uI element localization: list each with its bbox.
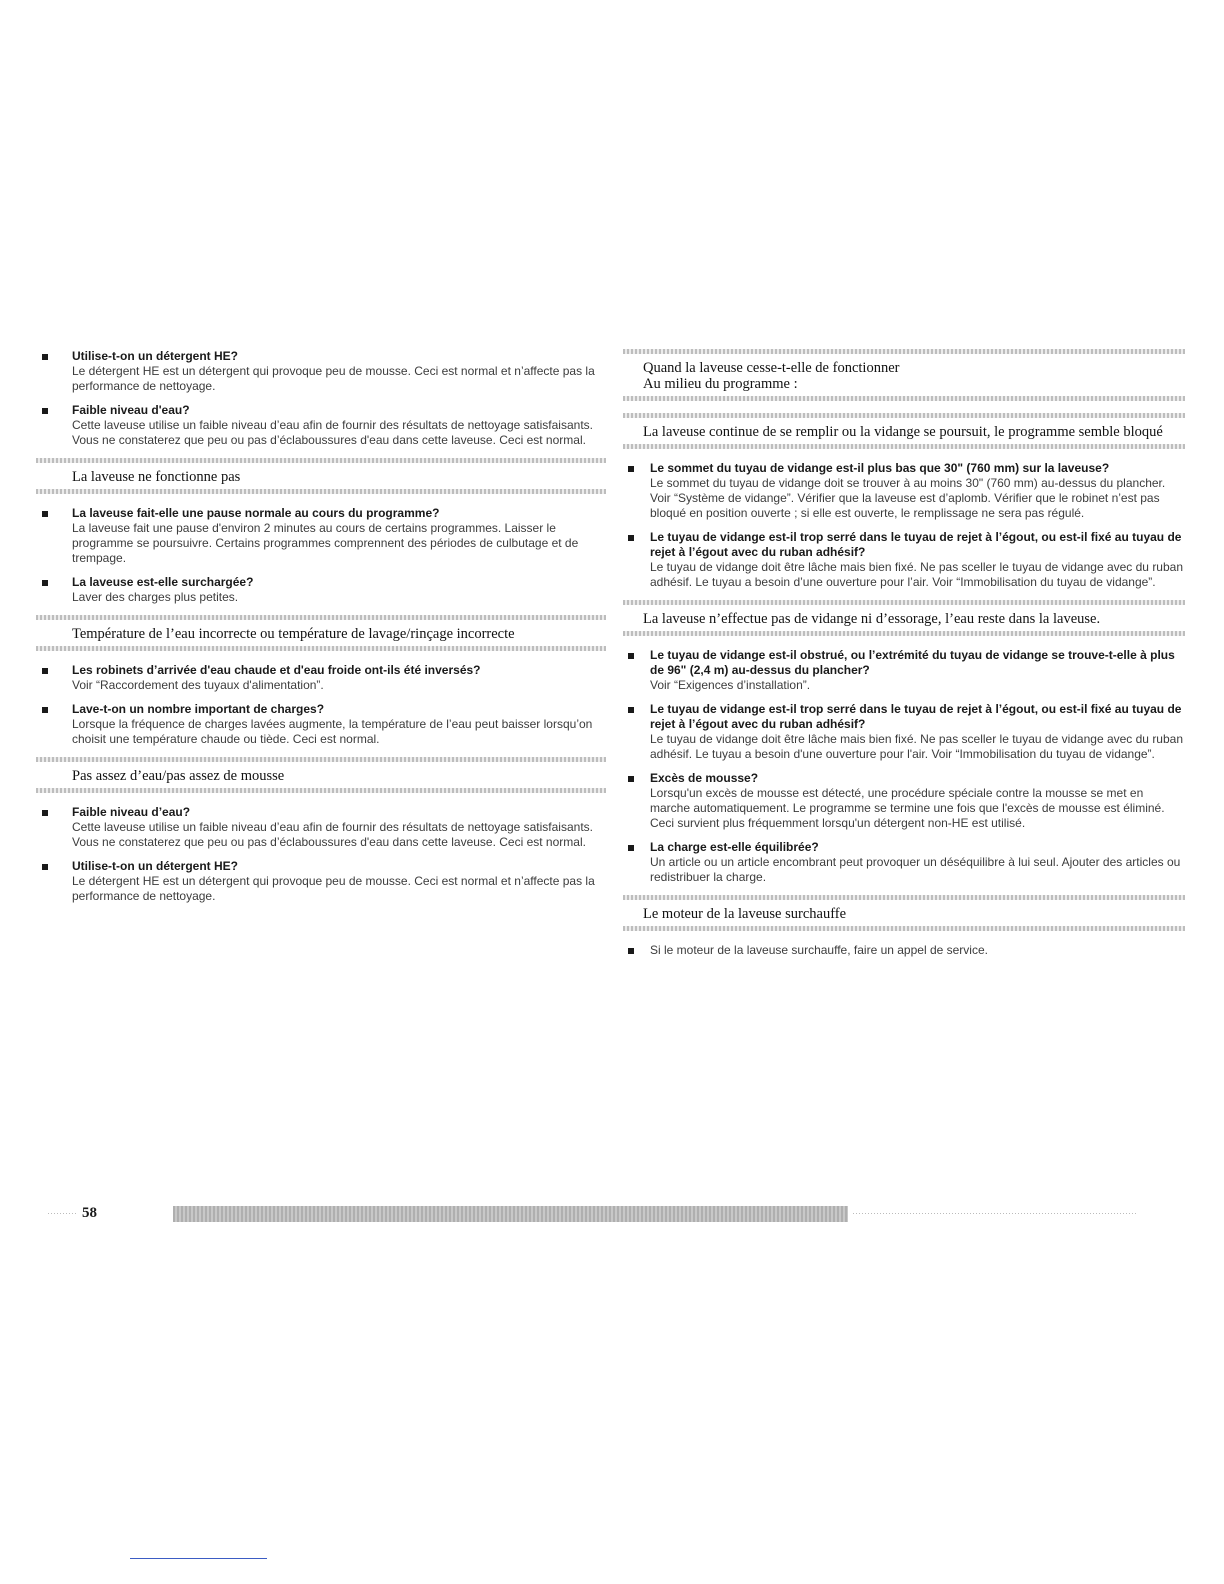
- bullet-icon: [42, 707, 48, 713]
- list-item: [623, 702, 1185, 762]
- answer: Le détergent HE est un détergent qui provoque peu de mousse. Ceci est normal et n’affecte pas la performance de nettoyage.: [72, 874, 595, 903]
- section-title: Le moteur de la laveuse surchauffe: [643, 906, 847, 922]
- divider: [623, 444, 1185, 449]
- bullet-icon: [42, 668, 48, 674]
- section-title: [623, 354, 1185, 396]
- question: Faible niveau d'eau?: [72, 403, 190, 417]
- bullet-icon: [628, 776, 634, 782]
- section-title: Pas assez d’eau/pas assez de mousse: [72, 768, 285, 784]
- question: Lave-t-on un nombre important de charges?: [72, 702, 325, 716]
- question: Utilise-t-on un détergent HE?: [72, 859, 238, 873]
- page-number: 58: [82, 1205, 97, 1221]
- answer: Voir “Raccordement des tuyaux d'alimentation”.: [72, 678, 324, 692]
- section-title: La laveuse n’effectue pas de vidange ni d’essorage, l’eau reste dans la laveuse.: [643, 611, 1101, 627]
- list-item: [623, 943, 1185, 958]
- question: Le tuyau de vidange est-il obstrué, ou l’extrémité du tuyau de vidange se trouve-t-elle à plus de 96" (2,4 m) au-dessus du plancher?: [650, 648, 1175, 677]
- list-item: [36, 349, 606, 394]
- answer: Cette laveuse utilise un faible niveau d’eau afin de fournir des résultats de nettoyage satisfaisants. Vous ne constaterez que peu ou pas d’éclaboussures d'eau dans cette laveuse. Ceci est normal.: [72, 820, 593, 849]
- bullet-icon: [628, 707, 634, 713]
- list-item: [36, 702, 606, 747]
- answer: Voir “Exigences d’installation”.: [650, 678, 811, 692]
- bullet-icon: [628, 845, 634, 851]
- divider: [36, 788, 606, 793]
- item-text: Si le moteur de la laveuse surchauffe, faire un appel de service.: [650, 943, 988, 957]
- list-item: [36, 859, 606, 904]
- question: La laveuse fait-elle une pause normale au cours du programme?: [72, 506, 440, 520]
- section-title: Température de l’eau incorrecte ou température de lavage/rinçage incorrecte: [72, 626, 515, 642]
- list-item: [623, 771, 1185, 831]
- bullet-icon: [42, 511, 48, 517]
- answer: Cette laveuse utilise un faible niveau d’eau afin de fournir des résultats de nettoyage satisfaisants. Vous ne constaterez que peu ou pas d’éclaboussures d'eau dans cette laveuse. Ceci est normal.: [72, 418, 593, 447]
- bullet-icon: [42, 580, 48, 586]
- bullet-icon: [628, 466, 634, 472]
- answer: Lorsque la fréquence de charges lavées augmente, la température de l’eau peut baisser lorsqu’on choisit une température chaude ou tiède. Ceci est normal.: [72, 717, 593, 746]
- question: Le sommet du tuyau de vidange est-il plus bas que 30" (760 mm) sur la laveuse?: [650, 461, 1110, 475]
- list-item: [36, 506, 606, 566]
- list-item: [36, 403, 606, 448]
- list-item: [623, 461, 1185, 521]
- question: Utilise-t-on un détergent HE?: [72, 349, 238, 363]
- answer: Le tuyau de vidange doit être lâche mais bien fixé. Ne pas sceller le tuyau de vidange avec du ruban adhésif. Le tuyau a besoin d'une ouverture pour l'air. Voir “Immobilisation du tuyau de vidange”.: [650, 732, 1184, 761]
- footer-band: [173, 1206, 848, 1222]
- bullet-icon: [628, 535, 634, 541]
- bullet-icon: [42, 864, 48, 870]
- answer: Laver des charges plus petites.: [72, 590, 239, 604]
- question: Les robinets d’arrivée d'eau chaude et d'eau froide ont-ils été inversés?: [72, 663, 481, 677]
- answer: Le détergent HE est un détergent qui provoque peu de mousse. Ceci est normal et n’affecte pas la performance de nettoyage.: [72, 364, 595, 393]
- divider: [36, 489, 606, 494]
- divider: [853, 1213, 1138, 1214]
- section-heading: [623, 413, 1185, 449]
- question: Excès de mousse?: [650, 771, 759, 785]
- divider: [623, 926, 1185, 931]
- bullet-icon: [42, 354, 48, 360]
- divider: [36, 646, 606, 651]
- question: Faible niveau d’eau?: [72, 805, 191, 819]
- bullet-icon: [42, 408, 48, 414]
- section-heading: [623, 349, 1185, 401]
- section-heading: [36, 757, 606, 793]
- section-heading: [36, 458, 606, 494]
- section-heading: [36, 615, 606, 651]
- bullet-icon: [628, 948, 634, 954]
- page-footer: [48, 1203, 1138, 1225]
- question: La laveuse est-elle surchargée?: [72, 575, 254, 589]
- list-item: [36, 575, 606, 605]
- section-title: La laveuse ne fonctionne pas: [72, 469, 241, 485]
- list-item: [623, 648, 1185, 693]
- answer: Le tuyau de vidange doit être lâche mais bien fixé. Ne pas sceller le tuyau de vidange avec du ruban adhésif. Le tuyau a besoin d’une ouverture pour l’air. Voir “Immobilisation du tuyau de vidange”.: [650, 560, 1184, 589]
- list-item: [36, 805, 606, 850]
- divider: [623, 396, 1185, 401]
- section-heading: [623, 600, 1185, 636]
- divider: [130, 1558, 267, 1559]
- section-title: La laveuse continue de se remplir ou la vidange se poursuit, le programme semble bloqué: [643, 424, 1163, 440]
- section-title-line: Au milieu du programme :: [643, 376, 798, 392]
- section-title-line: Quand la laveuse cesse-t-elle de fonctionner: [643, 360, 900, 376]
- list-item: [623, 840, 1185, 885]
- bullet-icon: [628, 653, 634, 659]
- divider: [48, 1213, 78, 1214]
- answer: Le sommet du tuyau de vidange doit se trouver à au moins 30" (760 mm) au-dessus du plancher. Voir “Système de vidange”. Vérifier que la laveuse est d’aplomb. Vérifier que le robinet n’est pas bloqué en position ouverte ; si elle est ouverte, le remplissage ne sera pas régulé.: [650, 476, 1166, 520]
- bullet-icon: [42, 810, 48, 816]
- question: Le tuyau de vidange est-il trop serré dans le tuyau de rejet à l’égout, ou est-il fixé au tuyau de rejet à l’égout avec du ruban adhésif?: [650, 702, 1182, 731]
- left-column: [36, 349, 606, 913]
- question: Le tuyau de vidange est-il trop serré dans le tuyau de rejet à l’égout, ou est-il fixé au tuyau de rejet à l’égout avec du ruban adhésif?: [650, 530, 1182, 559]
- divider: [623, 631, 1185, 636]
- list-item: [623, 530, 1185, 590]
- list-item: [36, 663, 606, 693]
- answer: La laveuse fait une pause d'environ 2 minutes au cours de certains programmes. Laisser le programme se poursuivre. Certains programmes comprennent des périodes de culbutage et de trempage.: [72, 521, 579, 565]
- section-heading: [623, 895, 1185, 931]
- right-column: [623, 349, 1185, 967]
- answer: Lorsqu'un excès de mousse est détecté, une procédure spéciale contre la mousse se met en marche automatiquement. Le programme se termine une fois que l'excès de mousse est éliminé. Ceci survient plus fréquemment lorsqu'un détergent non-HE est utilisé.: [650, 786, 1165, 830]
- question: La charge est-elle équilibrée?: [650, 840, 819, 854]
- answer: Un article ou un article encombrant peut provoquer un déséquilibre à lui seul. Ajouter des articles ou redistribuer la charge.: [650, 855, 1181, 884]
